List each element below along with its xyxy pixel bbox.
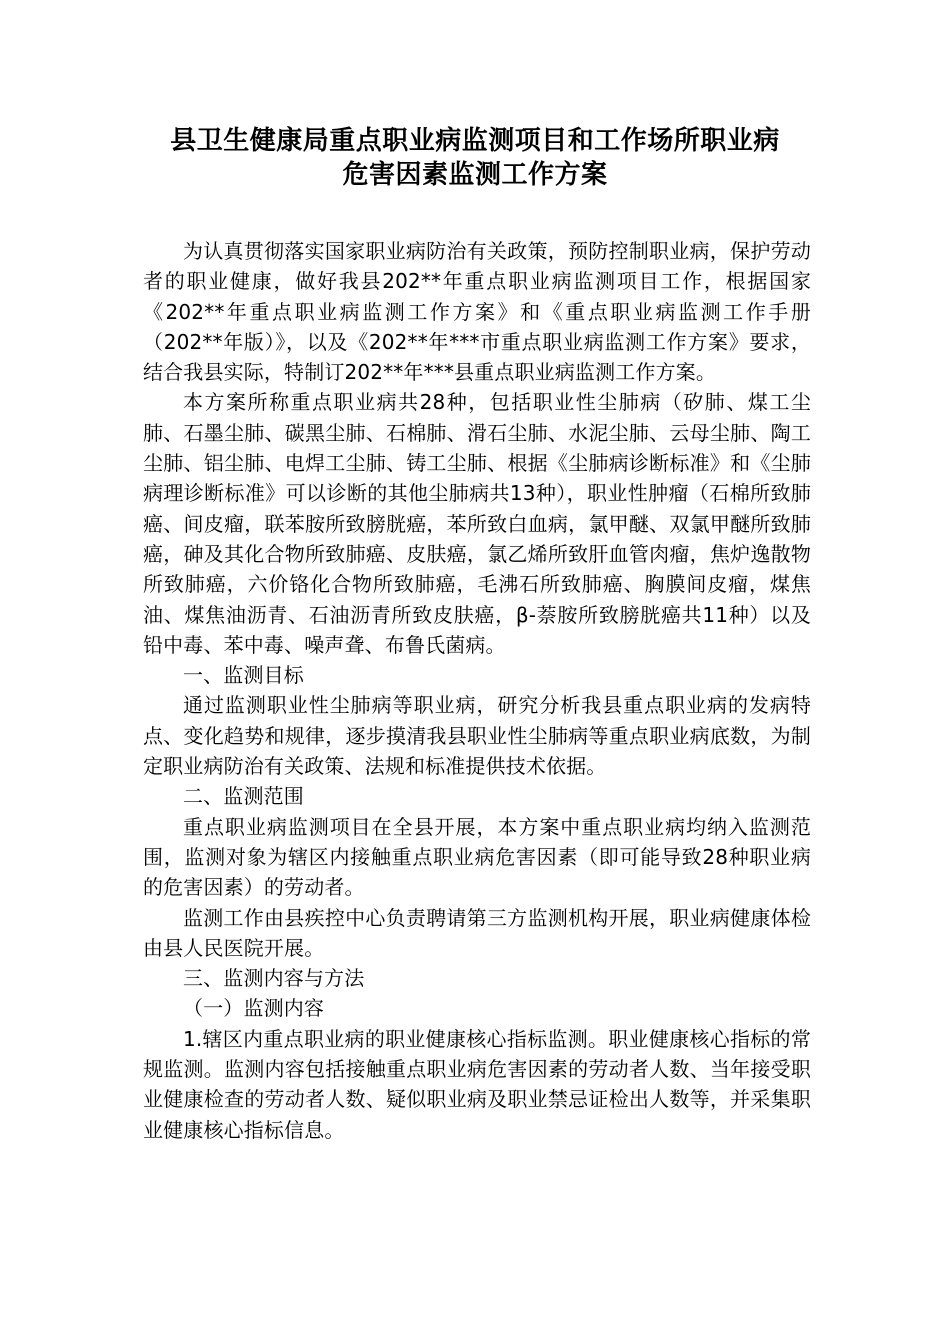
paragraph-intro: 为认真贯彻落实国家职业病防治有关政策，预防控制职业病，保护劳动者的职业健康，做好我县202**年重点职业病监测项目工作，根据国家《202**年重点职业病监测工作方案》和《重点职业病监测工作手册（202**年版）》，以及《202**年***市重点职业病监测工作方案》要求，结合我县实际，特制订202**年***县重点职业病监测工作方案。 [143,239,811,385]
paragraph-scope: 重点职业病监测项目在全县开展，本方案中重点职业病均纳入监测范围，监测对象为辖区内接触重点职业病危害因素（即可能导致28种职业病的危害因素）的劳动者。 [143,814,811,900]
section-heading-content-methods: 三、监测内容与方法 [183,966,365,991]
section-heading-scope: 二、监测范围 [183,784,304,809]
document-title [120,124,830,192]
paragraph-core-indicators: 1.辖区内重点职业病的职业健康核心指标监测。职业健康核心指标的常规监测。监测内容包括接触重点职业病危害因素的劳动者人数、当年接受职业健康检查的劳动者人数、疑似职业病及职业禁忌证检出人数等，并采集职业健康核心指标信息。 [143,1026,811,1142]
paragraph-organization: 监测工作由县疾控中心负责聘请第三方监测机构开展，职业病健康体检由县人民医院开展。 [143,905,811,960]
section-heading-goals: 一、监测目标 [183,663,304,688]
title-line-2: 危害因素监测工作方案 [342,160,608,190]
paragraph-goals: 通过监测职业性尘肺病等职业病，研究分析我县重点职业病的发病特点、变化趋势和规律，逐步摸清我县职业性尘肺病等重点职业病底数，为制定职业病防治有关政策、法规和标准提供技术依据。 [143,693,811,779]
title-line-1: 县卫生健康局重点职业病监测项目和工作场所职业病 [170,126,780,156]
paragraph-disease-scope: 本方案所称重点职业病共28种，包括职业性尘肺病（矽肺、煤工尘肺、石墨尘肺、碳黑尘肺、石棉肺、滑石尘肺、水泥尘肺、云母尘肺、陶工尘肺、铝尘肺、电焊工尘肺、铸工尘肺、根据《尘肺病诊断标准》和《尘肺病理诊断标准》可以诊断的其他尘肺病共13种），职业性肿瘤（石棉所致肺癌、间皮瘤，联苯胺所致膀胱癌，苯所致白血病，氯甲醚、双氯甲醚所致肺癌，砷及其化合物所致肺癌、皮肤癌，氯乙烯所致肝血管肉瘤，焦炉逸散物所致肺癌，六价铬化合物所致肺癌，毛沸石所致肺癌、胸膜间皮瘤，煤焦油、煤焦油沥青、石油沥青所致皮肤癌，β-萘胺所致膀胱癌共11种）以及铅中毒、苯中毒、噪声聋、布鲁氏菌病。 [143,390,811,657]
document-body [143,236,811,1145]
subsection-heading-content: （一）监测内容 [183,996,325,1021]
